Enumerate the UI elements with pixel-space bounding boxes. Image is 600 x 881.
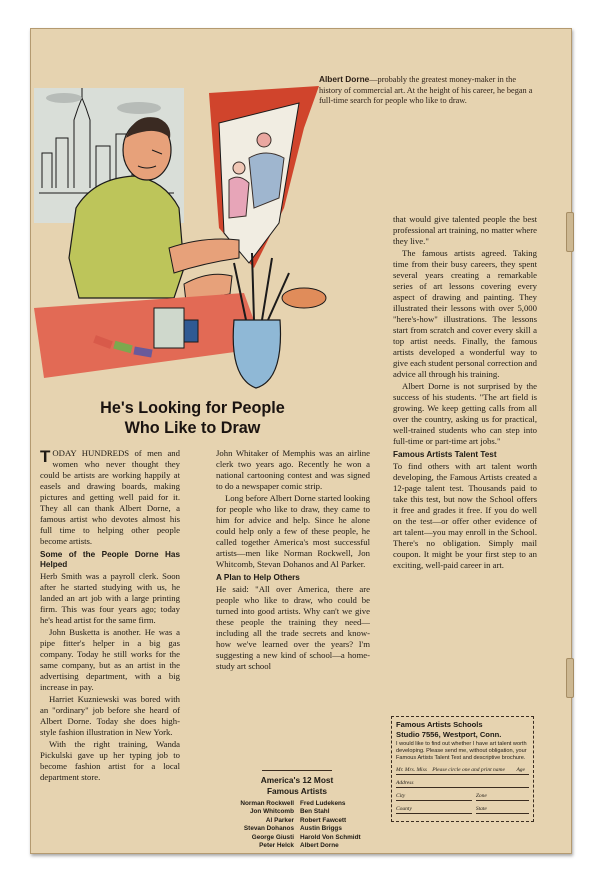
headline-line-2: Who Like to Draw xyxy=(124,419,261,437)
paragraph xyxy=(40,448,180,547)
title-options: Mr. Mrs. Miss xyxy=(396,767,427,773)
artist-name: Robert Fawcett xyxy=(300,816,347,824)
artist-name: Jon Whitcomb xyxy=(249,808,294,816)
paragraph: With the right training, Wanda Pickulski gave up her typing job to become fashion artist for a local department store. xyxy=(40,739,180,782)
headline-line-1: He's Looking for People xyxy=(100,399,285,417)
illustration-caption xyxy=(319,74,537,107)
name-hint: Please circle one and print name xyxy=(432,767,505,773)
article-column-1 xyxy=(40,448,180,784)
artist-illustration xyxy=(34,58,346,394)
paragraph: He said: "All over America, there are people who like to draw, who could be turned into good artists. Why can't we give these people the training they need—including all the trade secrets and know-how we've learned over the years? I'm suggesting a new kind of school—a home-study art school xyxy=(216,584,370,671)
paragraph: Long before Albert Dorne started looking for people who like to draw, they came to him for advice and help. Since he alone could help only a few of these people, he called together America's most successful artists—men like Norman Rockwell, Jon Whitcomb, Stevan Dohanos and Al Parker. xyxy=(216,493,370,569)
famous-title-line-2: Famous Artists xyxy=(266,786,328,796)
city-field[interactable] xyxy=(396,793,472,801)
divider xyxy=(262,770,332,771)
county-field[interactable] xyxy=(396,806,472,814)
drop-cap: T xyxy=(40,447,51,466)
cloud xyxy=(46,93,82,103)
artist-name: Harold Von Schmidt xyxy=(300,833,361,841)
state-label: State xyxy=(475,806,487,812)
paragraph: Harriet Kuzniewski was bored with an "ordinary" job before she heard of Albert Dorne. Today she does high-style fashion illustration in New York. xyxy=(40,694,180,737)
staple-bottom xyxy=(566,658,574,698)
artist-name: Peter Helck xyxy=(259,842,294,850)
address-field[interactable] xyxy=(396,780,529,788)
staple-top xyxy=(566,212,574,252)
age-label: Age xyxy=(516,767,525,773)
article-column-3 xyxy=(393,214,537,572)
county-label: County xyxy=(396,806,412,812)
artist-name: George Giusti xyxy=(251,833,294,841)
paragraph: To find others with art talent worth developing, the Famous Artists created a 12-page talent test. Thousands paid to take this test, but now the School offers it free and grades it free. If you do well on the test—or offer other evidence of art talent—you may enroll in the School. There's no obligation. Simply mail coupon. It might be your first step to an exciting, well-paid career in art. xyxy=(393,461,537,570)
coupon-address: Studio 7556, Westport, Conn. xyxy=(396,729,502,739)
name-field[interactable] xyxy=(396,767,529,775)
paragraph-text: ODAY HUNDREDS of men and women who never thought they could be artists are working happily at easels and drawing boards, making pictures and getting well paid for it. They all can thank Albert Dorne, a famous artist who devotes almost his full time to helping other people become artists. xyxy=(40,448,180,546)
artist-name: Austin Briggs xyxy=(300,825,342,833)
caption-name: Albert Dorne xyxy=(319,74,370,84)
famous-artists-list xyxy=(222,800,378,850)
paragraph: The famous artists agreed. Taking time from their busy careers, they spent several years creating a remarkable series of art lessons covering every aspect of drawing and painting. They illustrated their lessons with over 5,000 "here's-how" illustrations. The lessons start from scratch and cover every skill a top artist needs. Finally, the famous artists developed a wonderful way to give each student personal correction and advice all through his training. xyxy=(393,248,538,379)
famous-title-line-1: America's 12 Most xyxy=(260,775,334,785)
paragraph: Herb Smith was a payroll clerk. Soon after he started studying with us, he landed an art job with a large printing firm. This was four years ago; today he's head artist for the same firm. xyxy=(40,571,180,625)
coupon-text: I would like to find out whether I have art talent worth developing. Please send me, without obligation, your Famous Artists Talent Test and descriptive brochure. xyxy=(396,741,527,761)
zone-label: Zone xyxy=(475,793,487,799)
artist-name: Norman Rockwell xyxy=(240,800,294,807)
city-label: City xyxy=(396,793,406,799)
caption-text: —probably the greatest money-maker in the history of commercial art. At the height of his career, he began a full-time search for people who like to draw. xyxy=(319,75,533,105)
artist-name: Fred Ludekens xyxy=(300,800,346,807)
ad-headline xyxy=(40,398,345,438)
artist-shirt xyxy=(69,176,184,298)
artist-name: Al Parker xyxy=(265,816,294,824)
cloud xyxy=(117,102,161,114)
zone-field[interactable] xyxy=(476,793,529,801)
subheading: Famous Artists Talent Test xyxy=(393,450,497,459)
paragraph: John Busketta is another. He was a pipe fitter's helper in a big gas company. Today he still works for the same company, but as an artist in the advertising department, with a big increase in pay. xyxy=(40,627,180,692)
paragraph: John Whitaker of Memphis was an airline clerk two years ago. Recently he won a national cartooning contest and was signed to do a newspaper comic strip. xyxy=(216,448,370,491)
subheading: Some of the People Dorne Has Helped xyxy=(40,550,180,569)
famous-artists-title xyxy=(222,775,372,797)
state-field[interactable] xyxy=(476,806,529,814)
artist-name: Albert Dorne xyxy=(300,842,339,850)
drawing-table xyxy=(34,293,264,378)
subheading: A Plan to Help Others xyxy=(216,573,300,582)
coupon-school: Famous Artists Schools xyxy=(396,720,483,729)
address-label: Address xyxy=(396,780,414,786)
paragraph: Albert Dorne is not surprised by the success of his students. "The art field is growing. We keep getting calls from all over the country, asking us for practical, well-trained students who can step into full-time or part-time art jobs." xyxy=(393,381,537,446)
artist-name: Ben Stahl xyxy=(300,808,330,816)
paragraph: that would give talented people the best professional art training, no matter where they live." xyxy=(393,214,537,246)
article-column-2 xyxy=(216,448,370,673)
artist-name: Stevan Dohanos xyxy=(243,825,294,833)
mail-coupon[interactable] xyxy=(391,716,534,822)
brush-jar xyxy=(233,320,280,388)
